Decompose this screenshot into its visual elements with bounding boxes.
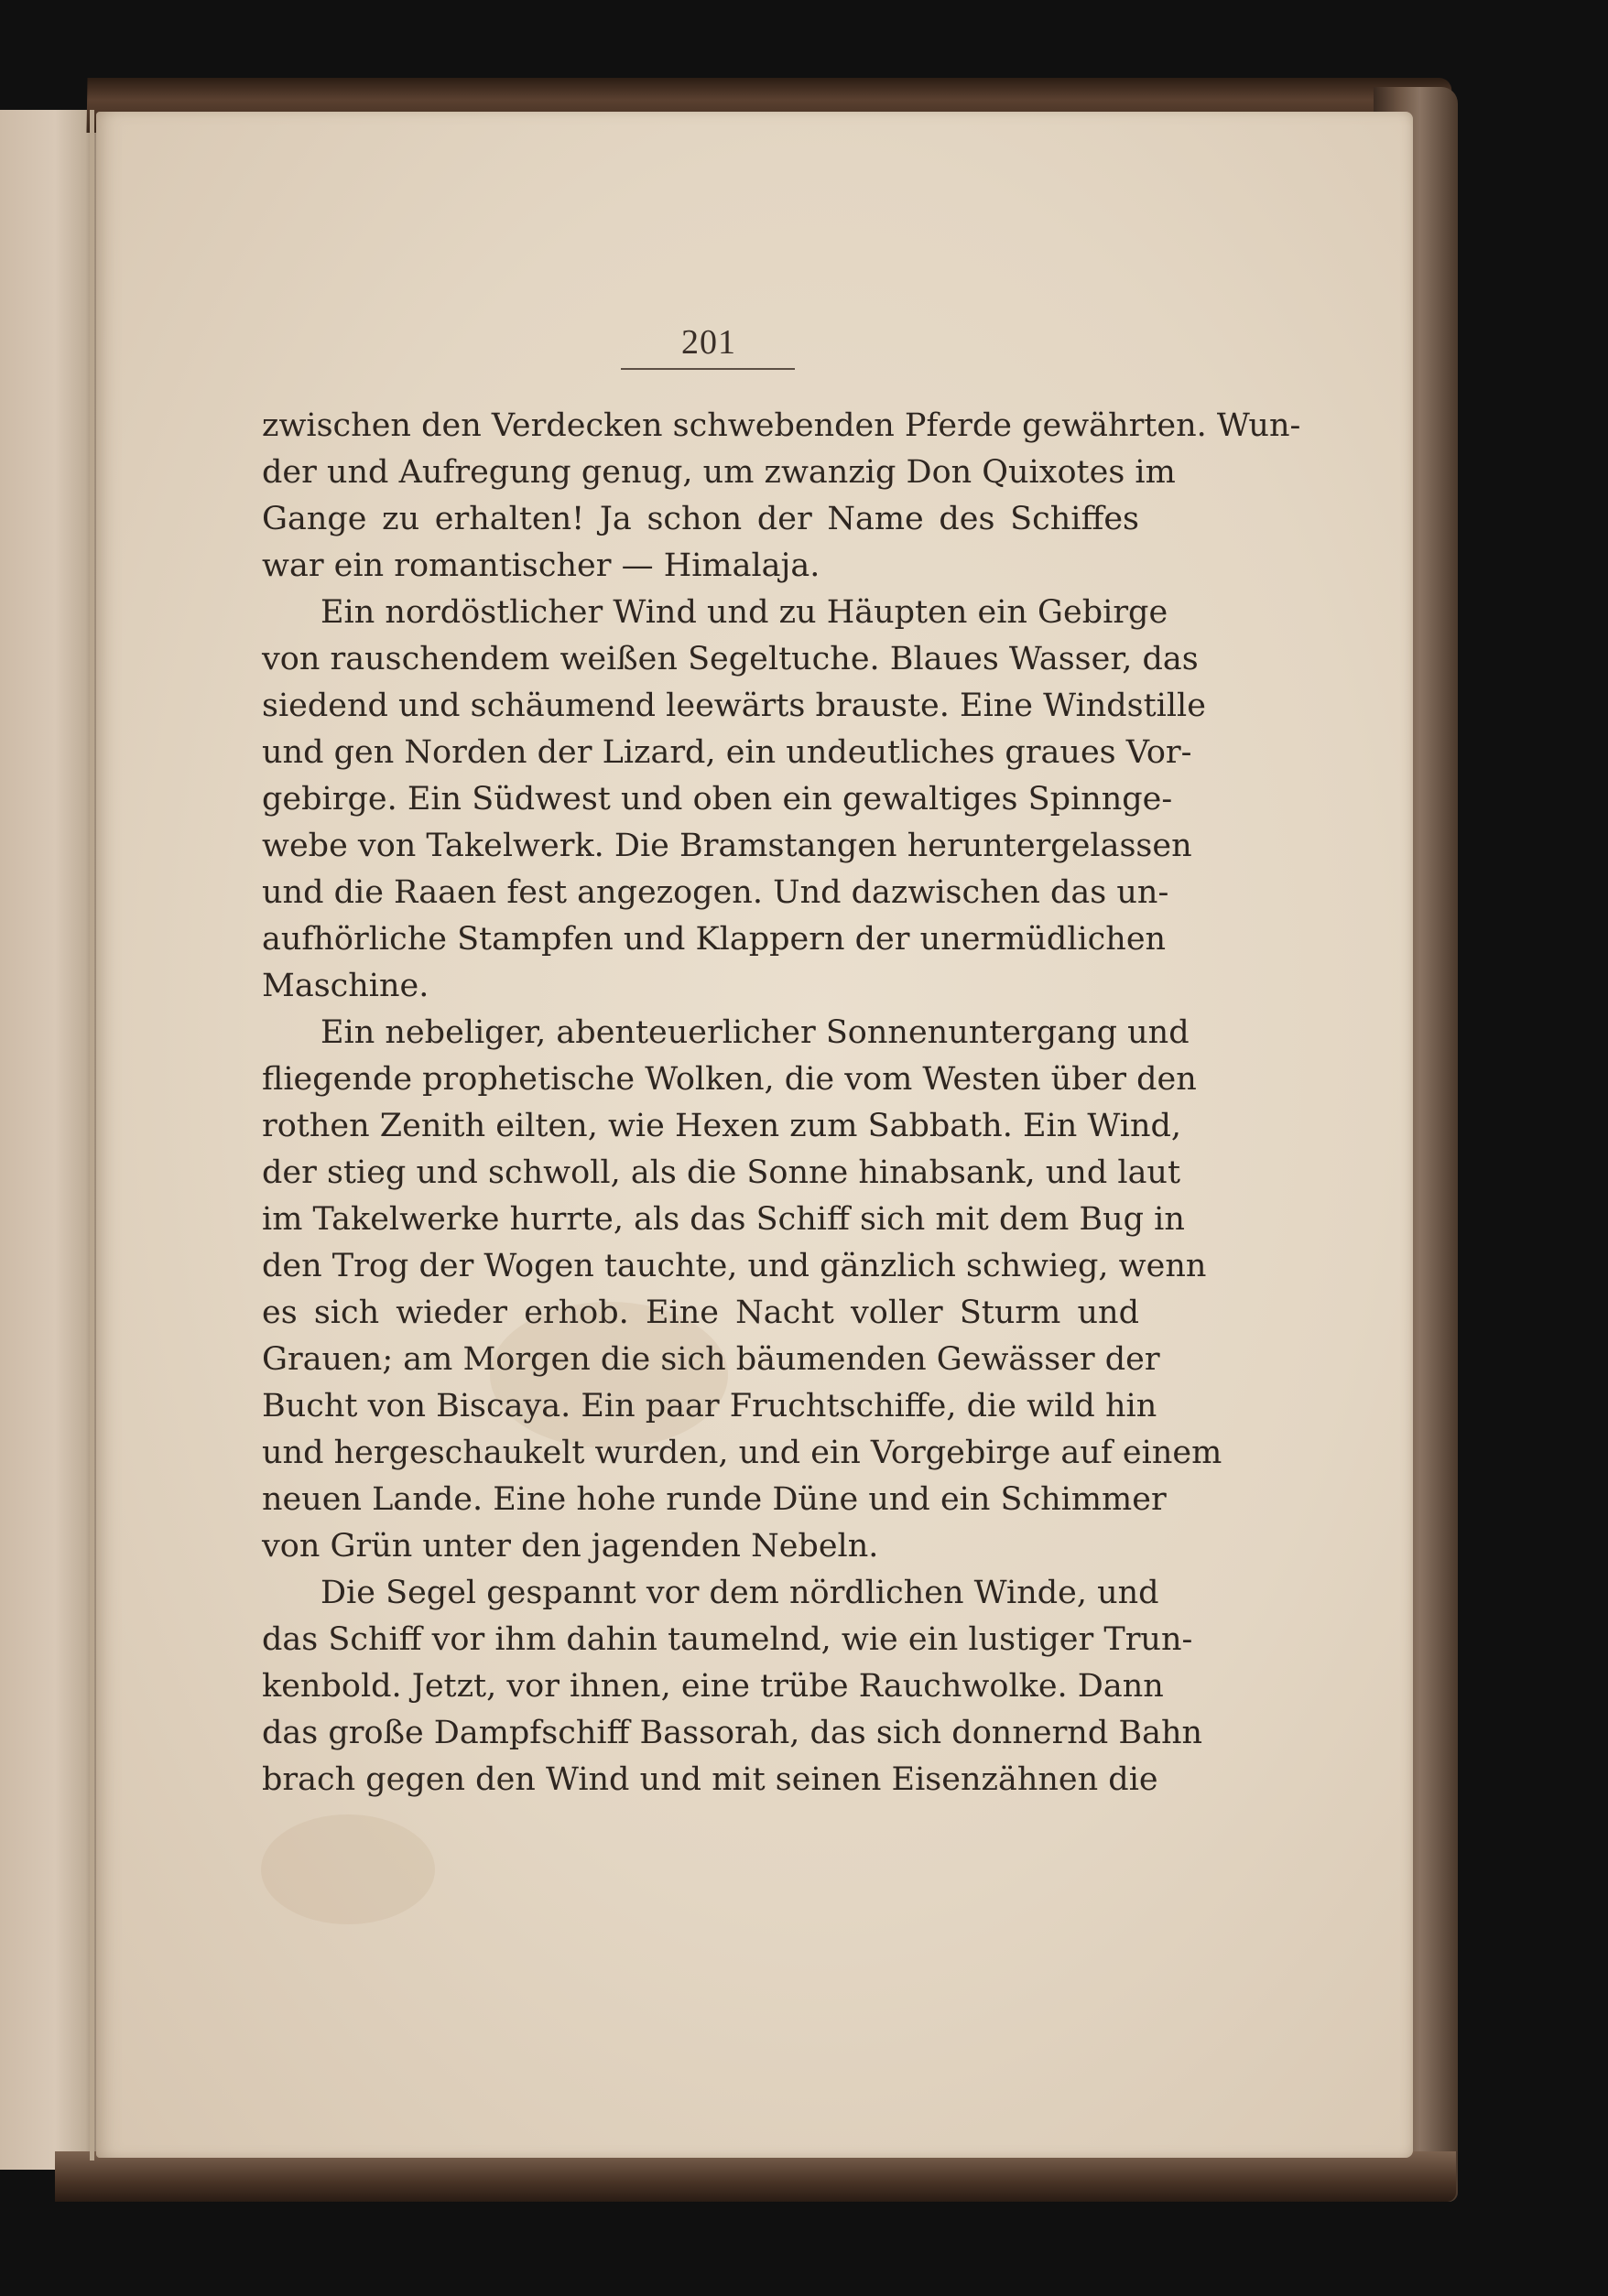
text-line: im Takelwerke hurrte, als das Schiff sich mit dem Bug in	[262, 1201, 1185, 1238]
text-line: den Trog der Wogen tauchte, und gänzlich schwieg, wenn	[262, 1248, 1207, 1284]
paper-stain	[261, 1814, 435, 1924]
text-line: kenbold. Jetzt, vor ihnen, eine trübe Rauchwolke. Dann	[262, 1668, 1164, 1705]
text-line: von rauschendem weißen Segeltuche. Blaues Wasser, das	[262, 641, 1199, 677]
text-line: der und Aufregung genug, um zwanzig Don Quixotes im	[262, 454, 1176, 491]
text-line: und die Raaen fest angezogen. Und dazwischen das un-	[262, 874, 1169, 911]
text-line: Bucht von Biscaya. Ein paar Fruchtschiffe, die wild hin	[262, 1388, 1157, 1424]
book-cover-bottom-edge	[55, 2151, 1456, 2202]
page-number: 201	[681, 323, 736, 362]
text-line: und gen Norden der Lizard, ein undeutliches graues Vor-	[262, 734, 1192, 771]
text-line: rothen Zenith eilten, wie Hexen zum Sabbath. Ein Wind,	[262, 1108, 1182, 1144]
text-line: webe von Takelwerk. Die Bramstangen heruntergelassen	[262, 828, 1192, 864]
text-line: Ein nordöstlicher Wind und zu Häupten ein Gebirge	[321, 594, 1168, 631]
text-line: es sich wieder erhob. Eine Nacht voller Sturm und	[262, 1294, 1139, 1331]
text-line: das große Dampfschiff Bassorah, das sich donnernd Bahn	[262, 1715, 1203, 1751]
text-line: brach gegen den Wind und mit seinen Eisenzähnen die	[262, 1761, 1158, 1798]
text-line: Grauen; am Morgen die sich bäumenden Gewässer der	[262, 1341, 1160, 1378]
text-line: das Schiff vor ihm dahin taumelnd, wie ein lustiger Trun-	[262, 1621, 1193, 1658]
text-line: neuen Lande. Eine hohe runde Düne und ein Schimmer	[262, 1481, 1167, 1518]
text-line: war ein romantischer — Himalaja.	[262, 547, 820, 584]
text-line: zwischen den Verdecken schwebenden Pferde gewährten. Wun-	[262, 407, 1301, 444]
text-line: der stieg und schwoll, als die Sonne hinabsank, und laut	[262, 1154, 1181, 1191]
page-gutter	[90, 110, 94, 2161]
text-line: Gange zu erhalten! Ja schon der Name des Schiffes	[262, 501, 1139, 537]
page-number-rule	[621, 368, 795, 370]
body-text	[262, 403, 1301, 1803]
text-line: aufhörliche Stampfen und Klappern der unermüdlichen	[262, 921, 1167, 958]
text-line: fliegende prophetische Wolken, die vom Westen über den	[262, 1061, 1197, 1098]
text-line: Maschine.	[262, 968, 429, 1004]
text-line: Die Segel gespannt vor dem nördlichen Winde, und	[321, 1575, 1159, 1611]
text-line: Ein nebeliger, abenteuerlicher Sonnenuntergang und	[321, 1014, 1190, 1051]
text-line: und hergeschaukelt wurden, und ein Vorgebirge auf einem	[262, 1435, 1222, 1471]
text-line: siedend und schäumend leewärts brauste. Eine Windstille	[262, 688, 1206, 724]
text-line: von Grün unter den jagenden Nebeln.	[262, 1528, 879, 1565]
text-line: gebirge. Ein Südwest und oben ein gewaltiges Spinnge-	[262, 781, 1173, 818]
left-facing-page-edge	[0, 110, 101, 2170]
